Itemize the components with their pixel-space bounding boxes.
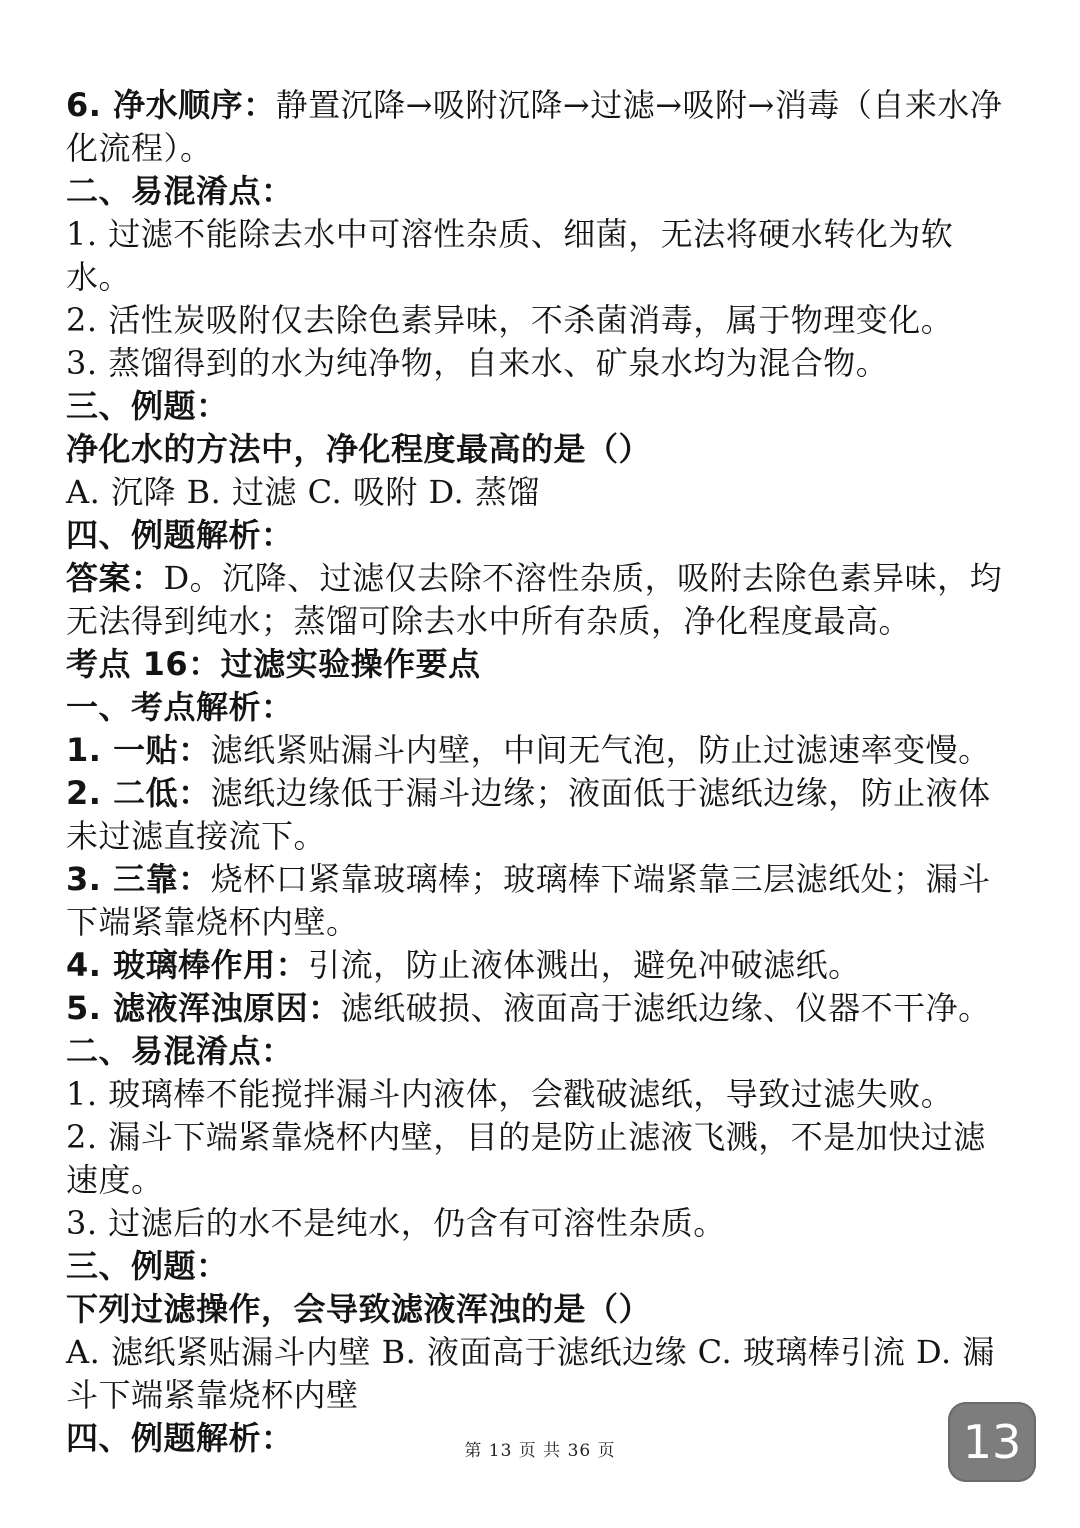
list-item: 2. 活性炭吸附仅去除色素异味，不杀菌消毒，属于物理变化。 xyxy=(66,301,954,339)
item-text: 静置沉降→吸附沉降→过滤→吸附→消毒（自来水净化流程）。 xyxy=(66,86,1003,167)
key-point-item xyxy=(66,729,1018,772)
item-label: 3. 三靠： xyxy=(66,860,211,898)
item-text: 滤纸边缘低于漏斗边缘；液面低于滤纸边缘，防止液体未过滤直接流下。 xyxy=(66,774,991,855)
section-heading: 二、易混淆点： xyxy=(66,1032,294,1070)
example-question: 下列过滤操作，会导致滤液浑浊的是（） xyxy=(66,1290,652,1328)
section-heading: 二、易混淆点： xyxy=(66,172,294,210)
key-point-item xyxy=(66,944,1018,987)
answer-paragraph xyxy=(66,557,1018,643)
item-label: 6. 净水顺序： xyxy=(66,86,276,124)
key-point-item xyxy=(66,858,1018,944)
item-label: 4. 玻璃棒作用： xyxy=(66,946,309,984)
section-heading: 四、例题解析： xyxy=(66,1419,294,1457)
list-item: 3. 过滤后的水不是纯水，仍含有可溶性杂质。 xyxy=(66,1204,726,1242)
section-heading: 一、考点解析： xyxy=(66,688,294,726)
section-heading: 三、例题： xyxy=(66,387,229,425)
answer-label: 答案： xyxy=(66,559,164,597)
section-heading: 四、例题解析： xyxy=(66,516,294,554)
list-item: 2. 漏斗下端紧靠烧杯内壁，目的是防止滤液飞溅，不是加快过滤速度。 xyxy=(66,1118,986,1199)
item-text: 滤纸破损、液面高于滤纸边缘、仪器不干净。 xyxy=(340,989,991,1027)
item-label: 1. 一贴： xyxy=(66,731,211,769)
example-question: 净化水的方法中，净化程度最高的是（） xyxy=(66,430,652,468)
item-text: 引流，防止液体溅出，避免冲破滤纸。 xyxy=(308,946,861,984)
key-point-item xyxy=(66,772,1018,858)
key-point-item xyxy=(66,987,1018,1030)
item-label: 5. 滤液浑浊原因： xyxy=(66,989,341,1027)
item-6-purification-order xyxy=(66,84,1018,170)
topic-title: 考点 16：过滤实验操作要点 xyxy=(66,645,481,683)
page-footer: 第 13 页 共 36 页 xyxy=(464,1441,616,1461)
section-heading: 三、例题： xyxy=(66,1247,229,1285)
item-label: 2. 二低： xyxy=(66,774,211,812)
answer-text: D。沉降、过滤仅去除不溶性杂质，吸附去除色素异味，均无法得到纯水；蒸馏可除去水中所有杂质，净化程度最高。 xyxy=(66,559,1003,640)
example-options: A. 滤纸紧贴漏斗内壁 B. 液面高于滤纸边缘 C. 玻璃棒引流 D. 漏斗下端紧靠烧杯内壁 xyxy=(66,1333,995,1414)
example-options: A. 沉降 B. 过滤 C. 吸附 D. 蒸馏 xyxy=(66,473,540,511)
list-item: 3. 蒸馏得到的水为纯净物，自来水、矿泉水均为混合物。 xyxy=(66,344,889,382)
list-item: 1. 玻璃棒不能搅拌漏斗内液体，会戳破滤纸，导致过滤失败。 xyxy=(66,1075,954,1113)
page-number-badge: 13 xyxy=(948,1402,1036,1482)
list-item: 1. 过滤不能除去水中可溶性杂质、细菌，无法将硬水转化为软水。 xyxy=(66,215,954,296)
page-content xyxy=(66,84,1018,1460)
item-text: 滤纸紧贴漏斗内壁，中间无气泡，防止过滤速率变慢。 xyxy=(210,731,991,769)
item-text: 烧杯口紧靠玻璃棒；玻璃棒下端紧靠三层滤纸处；漏斗下端紧靠烧杯内壁。 xyxy=(66,860,991,941)
